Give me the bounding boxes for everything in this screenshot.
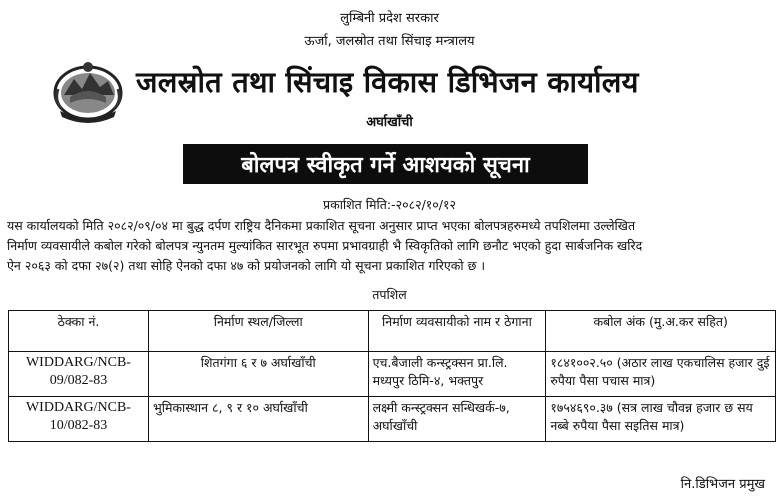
award-table	[8, 310, 776, 442]
header-site: निर्माण स्थल/जिल्ला	[148, 311, 368, 352]
notice-title-banner	[183, 144, 588, 184]
contract-no-cell: WIDDARG/NCB-09/082-83	[9, 352, 149, 397]
published-date: प्रकाशित मिति:-२०८२/१०/१२	[322, 197, 456, 212]
notice-body	[7, 216, 773, 276]
bid-amount-cell: १७५४६९०.३७ (सत्र लाख चौवन्न हजार छ सय नब्बे रुपैया पैसा सइतिस मात्र)	[546, 397, 776, 442]
notice-title: बोलपत्र स्वीकृत गर्ने आशयको सूचना	[241, 153, 530, 178]
body-line: यस कार्यालयको मिति २०८२/०९/०४ मा बुद्ध दर्पण राष्ट्रिय दैनिकमा प्रकाशित सूचना अनुसार प्राप्त भएका बोलपत्रहरुमध्ये तपशिलमा उल्लेखित	[7, 218, 636, 233]
site-cell: भुमिकास्थान ८, ९ र १० अर्घाखाँची	[148, 397, 368, 442]
signatory: नि.डिभिजन प्रमुख	[680, 477, 765, 492]
contractor-cell: लक्ष्मी कन्स्ट्रक्सन सन्धिखर्क-७, अर्घाखाँची	[368, 397, 546, 442]
contractor-cell: एच.बैजाली कन्स्ट्रक्सन प्रा.लि. मध्यपुर ठिमि-४, भक्तपुर	[368, 352, 546, 397]
bid-amount-cell: १८४१००२.५० (अठार लाख एकचालिस हजार दुई रुपैया पैसा पचास मात्र)	[546, 352, 776, 397]
district-name: अर्घाखाँची	[366, 115, 413, 130]
table-row	[9, 352, 776, 397]
table-row	[9, 397, 776, 442]
header-bid-amount: कबोल अंक (मु.अ.कर सहित)	[546, 311, 776, 352]
office-name: जलस्रोत तथा सिंचाइ विकास डिभिजन कार्यालय	[136, 65, 639, 99]
body-line: निर्माण व्यवसायीले कबोल गरेको बोलपत्र न्युनतम मुल्यांकित सारभूत रुपमा प्रभावग्राही भै स्विकृतिको लागि छनौट भएको हुदा सार्बजनिक खरिद	[7, 238, 643, 253]
contract-no-cell: WIDDARG/NCB-10/082-83	[9, 397, 149, 442]
table-header-row	[9, 311, 776, 352]
table-label: तपशिल	[372, 287, 407, 302]
header-contractor: निर्माण व्यवसायीको नाम र ठेगाना	[368, 311, 546, 352]
ministry-name: ऊर्जा, जलस्रोत तथा सिंचाइ मन्त्रालय	[304, 34, 475, 49]
site-cell: शितगंगा ६ र ७ अर्घाखाँची	[148, 352, 368, 397]
government-name: लुम्बिनी प्रदेश सरकार	[340, 11, 439, 26]
body-line: ऐन २०६३ को दफा २७(२) तथा सोहि ऐनको दफा ४७ को प्रयोजनको लागि यो सूचना प्रकाशित गरिएको छ ।	[7, 258, 486, 273]
header-contract-no: ठेक्का नं.	[9, 311, 149, 352]
